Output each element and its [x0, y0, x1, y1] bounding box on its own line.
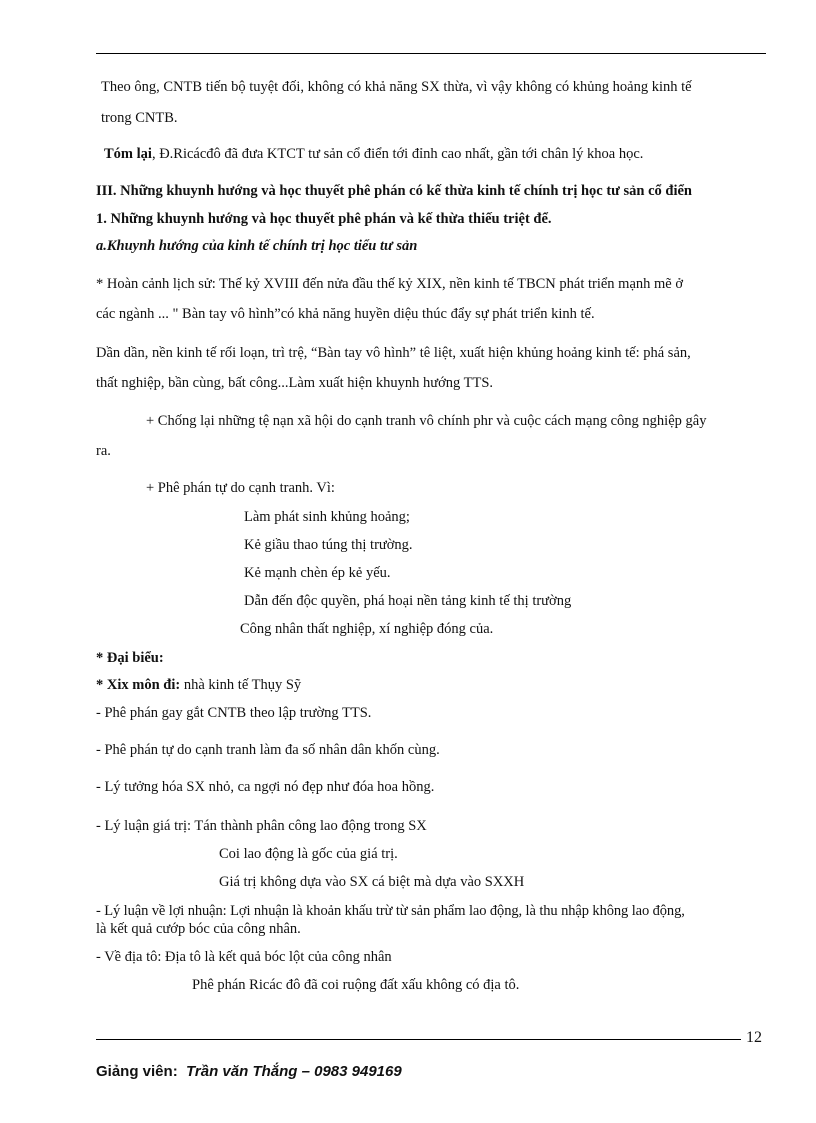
reason-item: Kẻ mạnh chèn ép kẻ yếu.: [244, 565, 391, 581]
rent-line: - Về địa tô: Địa tô là kết quả bóc lột của công nhân: [96, 949, 392, 965]
page-number: 12: [746, 1029, 762, 1046]
paragraph-line: trong CNTB.: [101, 110, 178, 126]
header-rule: [96, 53, 766, 54]
section-heading-1: 1. Những khuynh hướng và học thuyết phê phán và kế thừa thiếu triệt để.: [96, 211, 552, 227]
value-theory-line: Coi lao động là gốc của giá trị.: [219, 846, 398, 862]
reason-item: Kẻ giầu thao túng thị trường.: [244, 537, 413, 553]
summary-line: [104, 145, 643, 163]
summary-bold: Tóm lại: [104, 146, 152, 162]
paragraph-line: * Hoàn cảnh lịch sử: Thế kỷ XVIII đến nửa đầu thế kỷ XIX, nền kinh tế TBCN phát triển mạnh mẽ ở: [96, 276, 684, 292]
reason-item: Công nhân thất nghiệp, xí nghiệp đóng của.: [240, 621, 494, 637]
rent-line: Phê phán Ricác đô đã coi ruộng đất xấu không có địa tô.: [192, 977, 520, 993]
value-theory-line: Giá trị không dựa vào SX cá biệt mà dựa vào SXXH: [219, 874, 525, 890]
section-heading-a: a.Khuynh hướng của kinh tế chính trị học tiểu tư sản: [96, 238, 418, 254]
paragraph-line: Theo ông, CNTB tiến bộ tuyệt đối, không có khả năng SX thừa, vì vậy không có khủng hoảng kinh tế: [101, 79, 692, 95]
point-item: - Phê phán gay gắt CNTB theo lập trường TTS.: [96, 705, 372, 721]
paragraph-line: + Phê phán tự do cạnh tranh. Vì:: [146, 480, 335, 496]
footer-label: Giảng viên: [96, 1063, 173, 1080]
sismondi-line: [96, 676, 301, 694]
paragraph-line: các ngành ... " Bàn tay vô hình”có khả năng huyền diệu thúc đẩy sự phát triển kinh tế.: [96, 306, 595, 322]
representatives-heading: * Đại biểu:: [96, 650, 164, 666]
value-theory-line: - Lý luận giá trị: Tán thành phân công lao động trong SX: [96, 818, 427, 834]
profit-line: - Lý luận về lợi nhuận: Lợi nhuận là khoản khấu trừ từ sản phẩm lao động, là thu nhập không lao động,: [96, 903, 685, 919]
footer-rule: [96, 1039, 741, 1040]
summary-text: , Đ.Ricácđô đã đưa KTCT tư sản cổ điển tới đỉnh cao nhất, gần tới chân lý khoa học.: [151, 146, 644, 162]
paragraph-line: ra.: [96, 443, 111, 459]
reason-item: Làm phát sinh khủng hoảng;: [244, 509, 410, 525]
paragraph-line: Dần dần, nền kinh tế rối loạn, trì trệ, “Bàn tay vô hình” tê liệt, xuất hiện khủng hoảng kinh tế: phá sản,: [96, 345, 691, 361]
sismondi-bold: * Xix môn đi:: [96, 677, 181, 693]
point-item: - Lý tưởng hóa SX nhỏ, ca ngợi nó đẹp như đóa hoa hồng.: [96, 779, 435, 795]
reason-item: Dẫn đến độc quyền, phá hoại nền tảng kinh tế thị trường: [244, 593, 572, 609]
point-item: - Phê phán tự do cạnh tranh làm đa số nhân dân khốn cùng.: [96, 742, 440, 758]
section-heading-iii: III. Những khuynh hướng và học thuyết phê phán có kế thừa kinh tế chính trị học tư sản cổ điển: [96, 183, 692, 199]
paragraph-line: thất nghiệp, bần cùng, bất công...Làm xuất hiện khuynh hướng TTS.: [96, 375, 494, 391]
sismondi-text: nhà kinh tế Thụy Sỹ: [180, 677, 302, 693]
paragraph-line: + Chống lại những tệ nạn xã hội do cạnh tranh vô chính phr và cuộc cách mạng công nghiệp gây: [146, 413, 707, 429]
footer-separator: :: [172, 1063, 178, 1080]
footer-lecturer: [96, 1063, 402, 1080]
profit-line: là kết quả cướp bóc của công nhân.: [96, 921, 301, 937]
footer-name: Trần văn Thắng – 0983 949169: [186, 1063, 402, 1080]
